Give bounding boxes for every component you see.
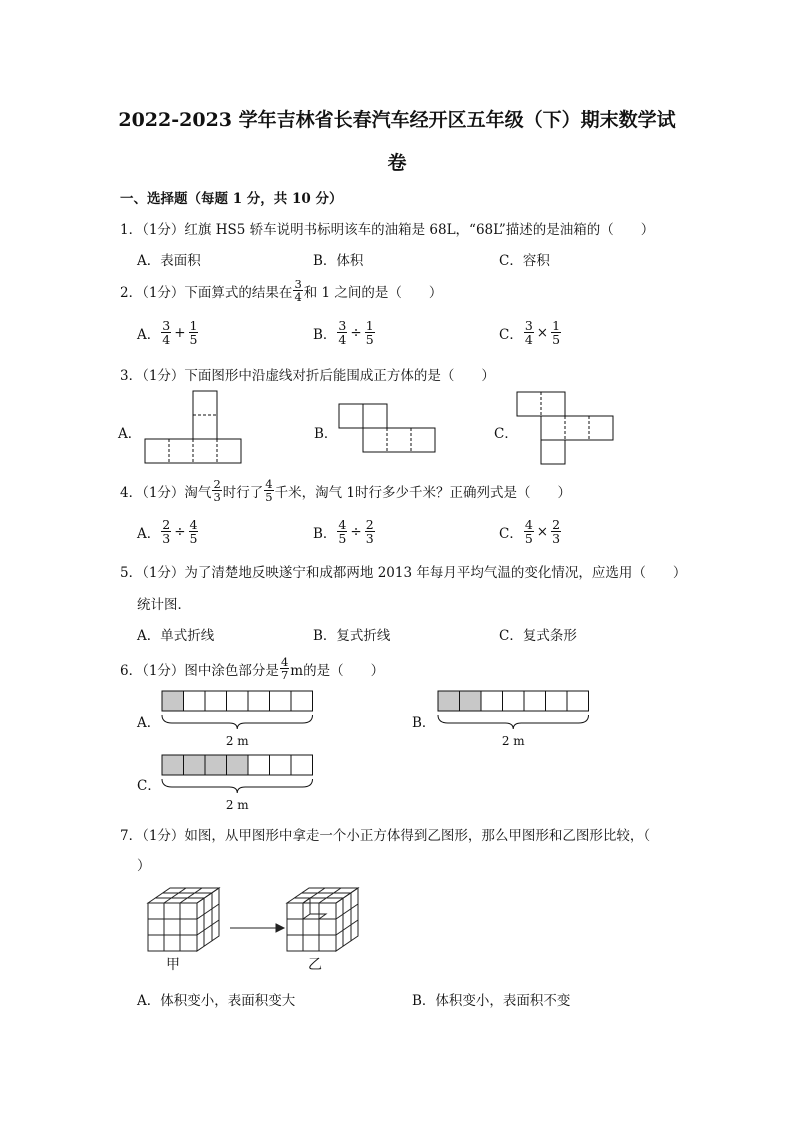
q6-label-b: B． bbox=[412, 715, 436, 731]
length-label: 2 m bbox=[225, 798, 249, 812]
q5-stem-cont: 统计图． bbox=[137, 597, 191, 613]
q3-stem: 3．（1分）下面图形中沿虚线对折后能围成正方体的是（ ） bbox=[120, 368, 495, 384]
q3-label-c: C． bbox=[494, 426, 518, 442]
length-label: 2 m bbox=[225, 734, 249, 748]
q7-option-a: A．体积变小，表面积变大 bbox=[137, 993, 296, 1009]
arrow-icon bbox=[230, 924, 284, 932]
q2-stem-fraction: $\frac{3}{4}$ bbox=[294, 277, 302, 304]
q4-option-b: B． $\frac{4}{5}$ ÷ $\frac{2}{3}$ bbox=[313, 517, 374, 546]
q6-label-c: C． bbox=[137, 778, 161, 794]
q4-option-a: A． $\frac{2}{3}$ ÷ $\frac{4}{5}$ bbox=[137, 517, 198, 546]
length-label: 2 m bbox=[501, 734, 525, 748]
q5-option-b: B．复式折线 bbox=[313, 628, 391, 644]
q5-option-a: A．单式折线 bbox=[137, 628, 215, 644]
q7-option-b: B．体积变小，表面积不变 bbox=[412, 993, 571, 1009]
q7-stem-cont: ） bbox=[137, 858, 151, 874]
label-jia: 甲 bbox=[166, 957, 180, 973]
label-yi: 乙 bbox=[308, 957, 322, 973]
q4-stem: 4．（1分）淘气 $\frac{2}{3}$ 时行了 $\frac{4}{5}$ 千米，淘气 1时行多少千米？正确列式是（ ） bbox=[120, 477, 571, 504]
q7-stem: 7．（1分）如图，从甲图形中拿走一个小正方体得到乙图形，那么甲图形和乙图形比较，（ bbox=[120, 828, 651, 844]
cube-yi bbox=[287, 888, 358, 951]
cube-jia bbox=[148, 888, 219, 951]
page-title-line1: 2022-2023 学年吉林省长春汽车经开区五年级（下）期末数学试 bbox=[118, 109, 676, 131]
page-title-line2: 卷 bbox=[387, 152, 407, 174]
q1-option-a: A．表面积 bbox=[137, 253, 201, 269]
section-heading: 一、选择题（每题 1 分，共 10 分） bbox=[120, 191, 343, 207]
q2-option-a: A． $\frac{3}{4}$ + $\frac{1}{5}$ bbox=[137, 318, 198, 347]
q3-label-b: B． bbox=[314, 426, 338, 442]
q2-option-c: C． $\frac{3}{4}$ × $\frac{1}{5}$ bbox=[499, 318, 561, 347]
q1-option-c: C．容积 bbox=[499, 253, 550, 269]
q3-label-a: A． bbox=[118, 426, 142, 442]
q2-option-b: B． $\frac{3}{4}$ ÷ $\frac{1}{5}$ bbox=[313, 318, 374, 347]
q5-option-c: C．复式条形 bbox=[499, 628, 577, 644]
q6-stem: 6．（1分）图中涂色部分是 $\frac{4}{7}$ m的是（ ） bbox=[120, 655, 385, 682]
q6-label-a: A． bbox=[137, 715, 161, 731]
q1-stem: 1．（1分）红旗 HS5 轿车说明书标明该车的油箱是 68L，“68L”描述的是油箱的（ ） bbox=[120, 222, 655, 238]
q4-option-c: C． $\frac{4}{5}$ × $\frac{2}{3}$ bbox=[499, 517, 561, 546]
q2-stem: 2．（1分）下面算式的结果在 $\frac{3}{4}$ 和 1 之间的是（ ） bbox=[120, 277, 443, 304]
q1-option-b: B．体积 bbox=[313, 253, 364, 269]
q5-stem: 5．（1分）为了清楚地反映遂宁和成都两地 2013 年每月平均气温的变化情况，应选用（ ） bbox=[120, 565, 687, 581]
